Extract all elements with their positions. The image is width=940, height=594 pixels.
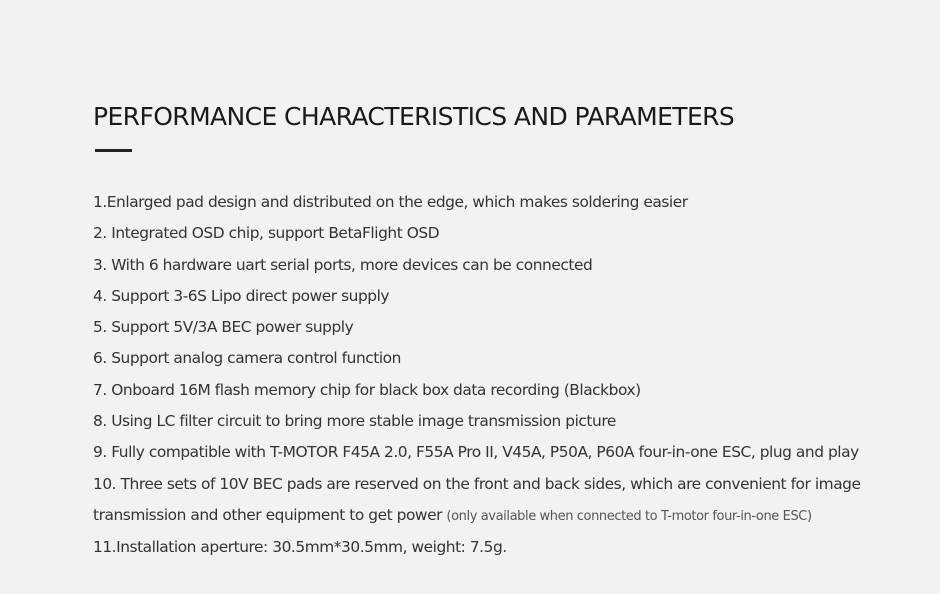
feature-list xyxy=(93,187,861,564)
feature-item: 1.Enlarged pad design and distributed on the edge, which makes soldering easier xyxy=(93,193,688,211)
feature-item: 6. Support analog camera control function xyxy=(93,349,401,368)
feature-item: 4. Support 3-6S Lipo direct power supply xyxy=(93,286,390,305)
feature-item: 5. Support 5V/3A BEC power supply xyxy=(93,318,354,337)
title-underline xyxy=(95,149,132,152)
feature-item: 7. Onboard 16M flash memory chip for black box data recording (Blackbox) xyxy=(93,380,641,399)
feature-item: 2. Integrated OSD chip, support BetaFlight OSD xyxy=(93,224,440,243)
section-title: PERFORMANCE CHARACTERISTICS AND PARAMETERS xyxy=(93,102,735,131)
feature-item: 3. With 6 hardware uart serial ports, more devices can be connected xyxy=(93,255,593,274)
feature-note: (only available when connected to T-motor four-in-one ESC) xyxy=(446,508,812,524)
performance-section xyxy=(93,98,893,557)
feature-item: 11.Installation aperture: 30.5mm*30.5mm, weight: 7.5g. xyxy=(93,538,507,557)
feature-item-text: transmission and other equipment to get power xyxy=(93,505,442,524)
feature-item: 10. Three sets of 10V BEC pads are reserved on the front and back sides, which are convenient for image xyxy=(93,474,861,493)
feature-item-continued xyxy=(93,500,861,532)
feature-item: 8. Using LC filter circuit to bring more stable image transmission picture xyxy=(93,412,616,431)
feature-item: 9. Fully compatible with T-MOTOR F45A 2.0, F55A Pro II, V45A, P50A, P60A four-in-one ESC, plug and play xyxy=(93,443,859,462)
